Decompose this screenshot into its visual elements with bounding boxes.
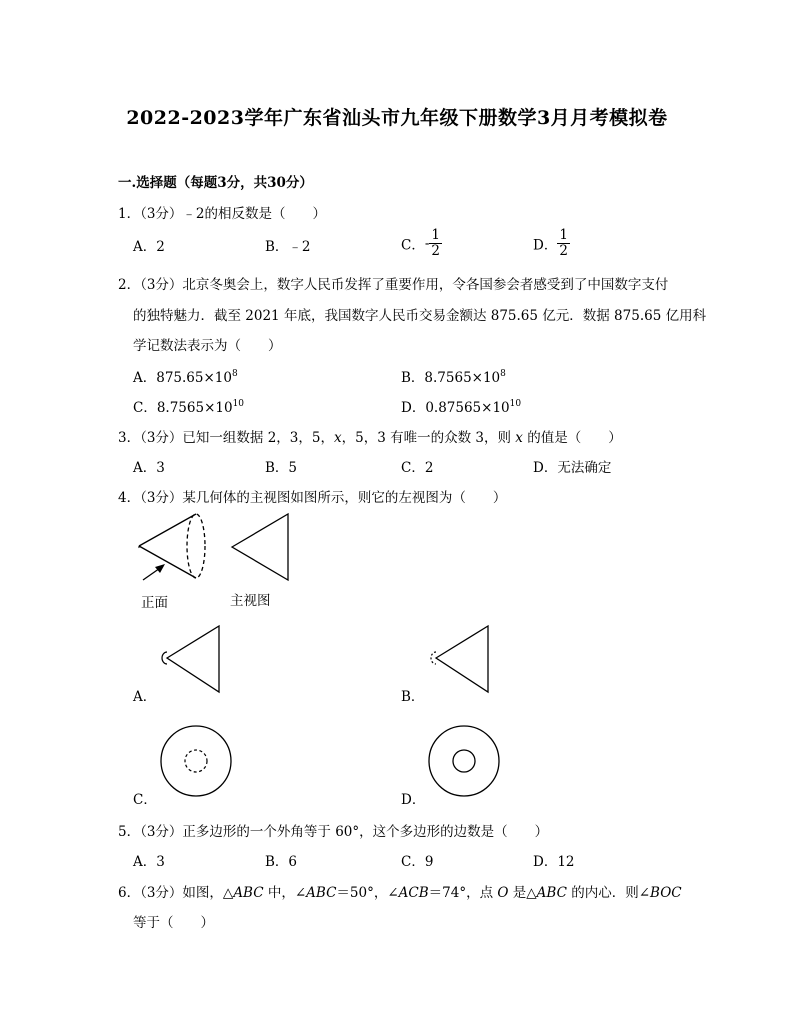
q3-option-c: C．2	[401, 460, 434, 476]
q1-stem: 1．（3分）﹣2的相反数是（ ）	[118, 206, 327, 222]
option-b-figure	[427, 623, 492, 695]
q5-option-b: B．6	[265, 854, 298, 870]
q2-option-c: C．$8.7565\times 10^{10}$	[133, 399, 245, 416]
q2-option-b: B．$8.7565\times 10^8$	[401, 369, 506, 386]
q5-option-c: C．9	[401, 854, 434, 870]
option-d-figure	[426, 724, 501, 799]
q1-option-d: D． $\frac{1}{2}$	[533, 227, 568, 259]
q3-option-a: A．3	[133, 460, 165, 476]
q6-stem-line-1: 6．（3分）如图，△ABC 中，∠ABC＝50°，∠ACB＝74°，点 O 是△ABC 的内心．则∠BOC	[118, 885, 682, 901]
page-title: 2022-2023学年广东省汕头市九年级下册数学3月月考模拟卷	[126, 107, 668, 129]
q5-stem: 5．（3分）正多边形的一个外角等于 60°，这个多边形的边数是（ ）	[118, 824, 549, 840]
q4-option-a: A．	[133, 689, 157, 705]
option-a-figure	[158, 623, 223, 695]
option-c-figure	[158, 724, 233, 799]
q3-stem: 3．（3分）已知一组数据 2，3，5，x，5，3 有唯一的众数 3，则 x 的值是（ ）	[118, 430, 622, 446]
q1-option-b: B．﹣2	[265, 239, 311, 255]
q4-option-b: B．	[401, 689, 425, 705]
q2-line-3: 学记数法表示为（ ）	[133, 338, 282, 354]
q5-option-a: A．3	[133, 854, 165, 870]
main-view-label: 主视图	[230, 593, 271, 609]
q3-option-d: D．无法确定	[533, 460, 612, 476]
q4-option-c: C．	[133, 792, 157, 808]
front-label: 正面	[141, 595, 168, 611]
q2-line-2: 的独特魅力．截至 2021 年底，我国数字人民币交易金额达 875.65 亿元．数据 875.65 亿用科	[133, 308, 707, 324]
q4-stem: 4．（3分）某几何体的主视图如图所示，则它的左视图为（ ）	[118, 490, 507, 506]
q5-option-d: D．12	[533, 854, 575, 870]
q2-option-a: A．$875.65\times 10^8$	[133, 369, 238, 386]
q3-option-b: B．5	[265, 460, 298, 476]
q2-line-1: 2．（3分）北京冬奥会上，数字人民币发挥了重要作用，令各国参会者感受到了中国数字支付	[118, 277, 669, 293]
q4-option-d: D．	[401, 792, 426, 808]
cone-3d-figure	[130, 510, 220, 585]
section-heading: 一.选择题（每题3分，共30分）	[118, 175, 313, 191]
q1-option-a: A．2	[133, 239, 165, 255]
main-view-triangle	[228, 512, 293, 584]
q2-option-d: D．$0.87565\times 10^{10}$	[401, 399, 522, 416]
q6-stem-line-2: 等于（ ）	[133, 915, 214, 931]
q1-option-c: C．- $\frac{1}{2}$	[401, 227, 440, 259]
